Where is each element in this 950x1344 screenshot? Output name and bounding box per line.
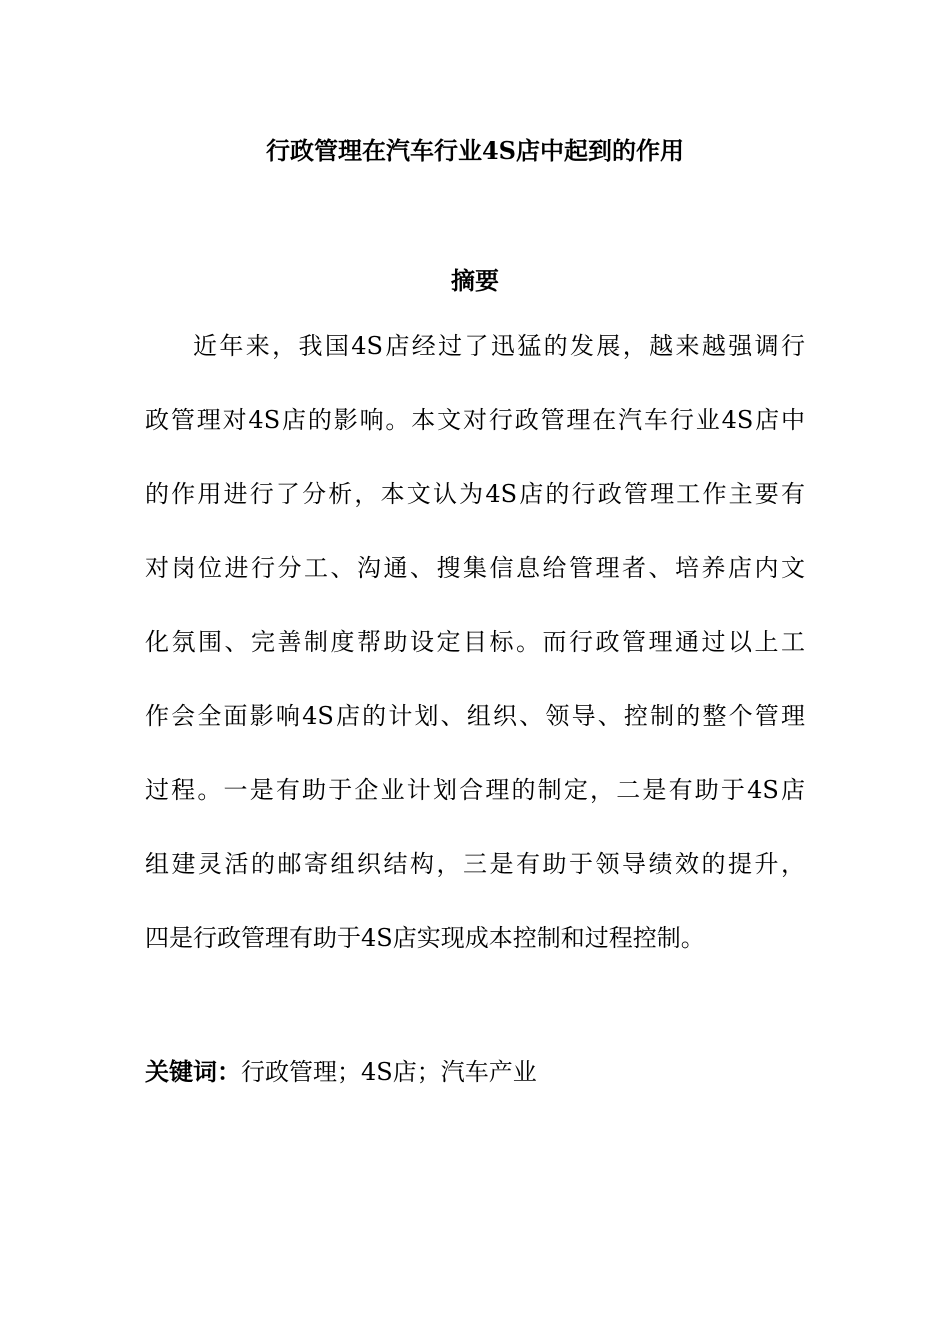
abstract-line: 近年来，我国4S店经过了迅猛的发展，越来越强调行 <box>193 332 805 360</box>
abstract-line: 过程。一是有助于企业计划合理的制定，二是有助于4S店 <box>145 776 805 804</box>
abstract-line: 对岗位进行分工、沟通、搜集信息给管理者、培养店内文 <box>145 554 805 582</box>
keywords-label: 关键词： <box>145 1057 241 1086</box>
keywords-value: 行政管理；4S店；汽车产业 <box>241 1058 537 1086</box>
abstract-line: 化氛围、完善制度帮助设定目标。而行政管理通过以上工 <box>145 628 805 656</box>
keywords-row <box>145 1054 537 1090</box>
document-title: 行政管理在汽车行业4S店中起到的作用 <box>265 136 685 165</box>
abstract-line: 四是行政管理有助于4S店实现成本控制和过程控制。 <box>145 924 705 952</box>
abstract-line: 政管理对4S店的影响。本文对行政管理在汽车行业4S店中 <box>145 406 805 434</box>
abstract-body <box>145 328 805 994</box>
abstract-line: 组建灵活的邮寄组织结构，三是有助于领导绩效的提升， <box>145 850 805 878</box>
abstract-line: 作会全面影响4S店的计划、组织、领导、控制的整个管理 <box>145 702 805 730</box>
abstract-heading: 摘要 <box>451 266 499 295</box>
abstract-line: 的作用进行了分析，本文认为4S店的行政管理工作主要有 <box>145 480 805 508</box>
